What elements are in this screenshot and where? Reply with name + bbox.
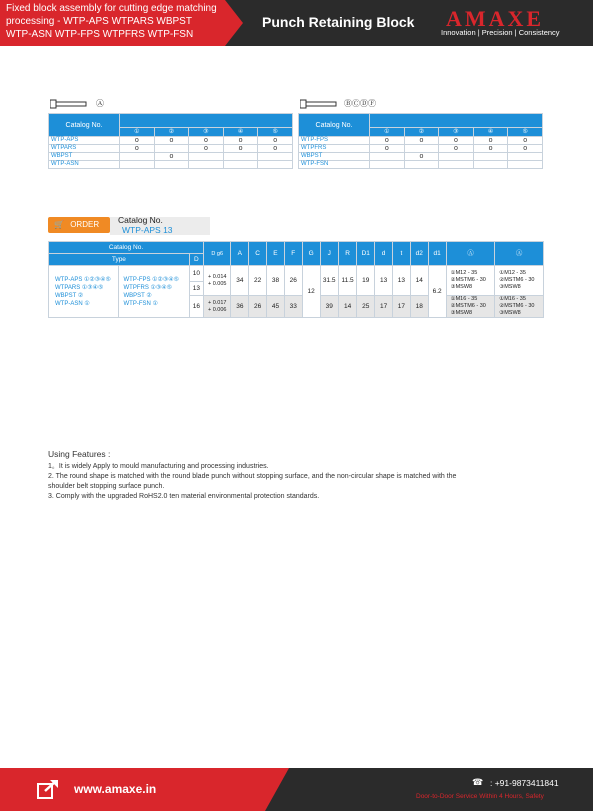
header-desc-line-1: Fixed block assembly for cutting edge matching: [6, 3, 217, 14]
spec-screw-1a: ①M12 - 35 ②MSTM6 - 30 ③MSW8: [446, 266, 495, 296]
spec-h-C: C: [249, 242, 267, 266]
spec-h-dg6: D g6: [204, 242, 231, 266]
cart-icon: 🛒: [54, 220, 64, 229]
spec-D-13: 13: [189, 282, 203, 296]
table-row: WBPST o: [49, 153, 293, 161]
footer-website-link[interactable]: www.amaxe.in: [74, 782, 157, 796]
left-col-1: ①: [120, 128, 155, 137]
spec-h-G: G: [302, 242, 320, 266]
table-row: WBPST o: [299, 153, 543, 161]
spec-types-left: WTP-APS ①②③④⑤ WTPARS ①③④⑤ WBPST ② WTP-ASN ①: [49, 266, 119, 318]
right-catalog-table: [298, 113, 543, 169]
brand-logo: AMAXE: [446, 6, 545, 31]
spec-h-d2: d2: [410, 242, 428, 266]
punch-diagram-left-icon: [50, 98, 98, 110]
feature-1: 1。It is widely Apply to mould manufacturing and processing industries.: [48, 463, 269, 470]
right-col-1: ①: [370, 128, 405, 137]
spec-D-16: 16: [189, 296, 203, 318]
order-label: ORDER: [70, 220, 100, 229]
right-table-header: Catalog No.: [299, 114, 370, 137]
spec-h-screw1: Ⓐ: [446, 242, 495, 266]
spec-tol-1: + 0.014 + 0.005: [204, 266, 231, 296]
spec-G: 12: [302, 266, 320, 318]
spec-h-D1: D1: [357, 242, 375, 266]
right-col-4: ④: [473, 128, 508, 137]
spec-types-right: WTP-FPS ①②③④⑤ WTPFRS ①③④⑤ WBPST ② WTP-FSN ①: [119, 266, 189, 318]
spec-tol-2: + 0.017 + 0.006: [204, 296, 231, 318]
spec-D-10: 10: [189, 266, 203, 282]
phone-icon: ☎: [472, 777, 484, 787]
share-icon: [36, 778, 62, 800]
left-table-header: Catalog No.: [49, 114, 120, 137]
brand-tagline: Innovation | Precision | Consistency: [441, 28, 560, 37]
order-catalog-label: Catalog No.: [118, 215, 163, 225]
spec-screw-2b: ①M16 - 35 ②MSTM6 - 30 ③MSW8: [495, 296, 544, 318]
right-col-3: ③: [439, 128, 474, 137]
footer-phone: : +91-9873411841: [490, 778, 559, 788]
spec-d1: 6.2: [428, 266, 446, 318]
table-row: WTP-APS ①②③④⑤ WTPARS ①③④⑤ WBPST ② WTP-ASN ① WTP-FPS ①②③④⑤ WTPFRS ①③④⑤ WBPST ② WTP-FSN ① 10 + 0.014 + 0.005 34 22 38 26 12 31.5 11.5 19 13 13 14 6.2 ①M12 - 35 ②MSTM6 - 30 ③MSW8 ①M12 - 35 ②MSTM6 - 30 ③MSW8: [49, 266, 544, 282]
spec-h-D: D: [189, 254, 203, 266]
spec-h-F: F: [284, 242, 302, 266]
table-row: WTPARS o o o o: [49, 145, 293, 153]
left-table-symbol: Ⓐ: [96, 99, 104, 108]
header-red-arrow: [225, 0, 243, 46]
table-row: WTP-ASN: [49, 161, 293, 169]
spec-screw-2a: ①M16 - 35 ②MSTM6 - 30 ③MSW8: [446, 296, 495, 318]
footer-service-note: Door-to-Door Service Within 4 Hours, Safety: [416, 793, 544, 800]
left-col-5: ⑤: [258, 128, 293, 137]
spec-h-d1: d1: [428, 242, 446, 266]
left-catalog-table: [48, 113, 293, 169]
spec-h-screw2: Ⓐ: [495, 242, 544, 266]
header-desc-line-2: processing - WTP-APS WTPARS WBPST: [6, 16, 192, 27]
spec-h-d: d: [375, 242, 393, 266]
spec-h-t: t: [393, 242, 411, 266]
right-col-5: ⑤: [508, 128, 543, 137]
spec-h-J: J: [320, 242, 338, 266]
punch-diagram-right-icon: [300, 98, 348, 110]
feature-3: 3. Comply with the upgraded RoHS2.0 ten material environmental protection standards.: [48, 493, 320, 500]
spec-h-A: A: [231, 242, 249, 266]
spec-h-R: R: [338, 242, 356, 266]
feature-2-cont: shoulder belt stopping surface punch.: [48, 483, 165, 490]
right-table-symbol: ⒷⒸⒹⒻ: [344, 99, 376, 108]
table-row: WTP-FPS o o o o o: [299, 137, 543, 145]
spec-screw-1b: ①M12 - 35 ②MSTM6 - 30 ③MSW8: [495, 266, 544, 296]
spec-h-catalog: Catalog No.: [49, 242, 204, 254]
table-row: WTPFRS o o o o: [299, 145, 543, 153]
left-col-3: ③: [189, 128, 224, 137]
order-catalog-value: WTP-APS 13: [122, 225, 173, 235]
page-title: Punch Retaining Block: [262, 14, 415, 30]
table-row: WTP-FSN: [299, 161, 543, 169]
footer-red-slant: [265, 768, 289, 811]
right-col-2: ②: [404, 128, 439, 137]
feature-2: 2. The round shape is matched with the round blade punch without stopping surface, and the non-circular shape is matched with the: [48, 473, 457, 480]
left-col-4: ④: [223, 128, 258, 137]
features-title: Using Features :: [48, 449, 111, 459]
spec-h-type: Type: [49, 254, 190, 266]
spec-h-E: E: [267, 242, 285, 266]
table-row: WTP-APS o o o o o: [49, 137, 293, 145]
order-tag: [48, 217, 110, 233]
header-desc-line-3: WTP-ASN WTP-FPS WTPFRS WTP-FSN: [6, 29, 194, 40]
left-col-2: ②: [154, 128, 189, 137]
spec-table: [48, 241, 544, 318]
table-row: 16 + 0.017 + 0.006 36 26 45 33 39 14 25 17 17 18 ①M16 - 35 ②MSTM6 - 30 ③MSW8 ①M16 - 35 ②MSTM6 - 30 ③MSW8: [49, 296, 544, 318]
